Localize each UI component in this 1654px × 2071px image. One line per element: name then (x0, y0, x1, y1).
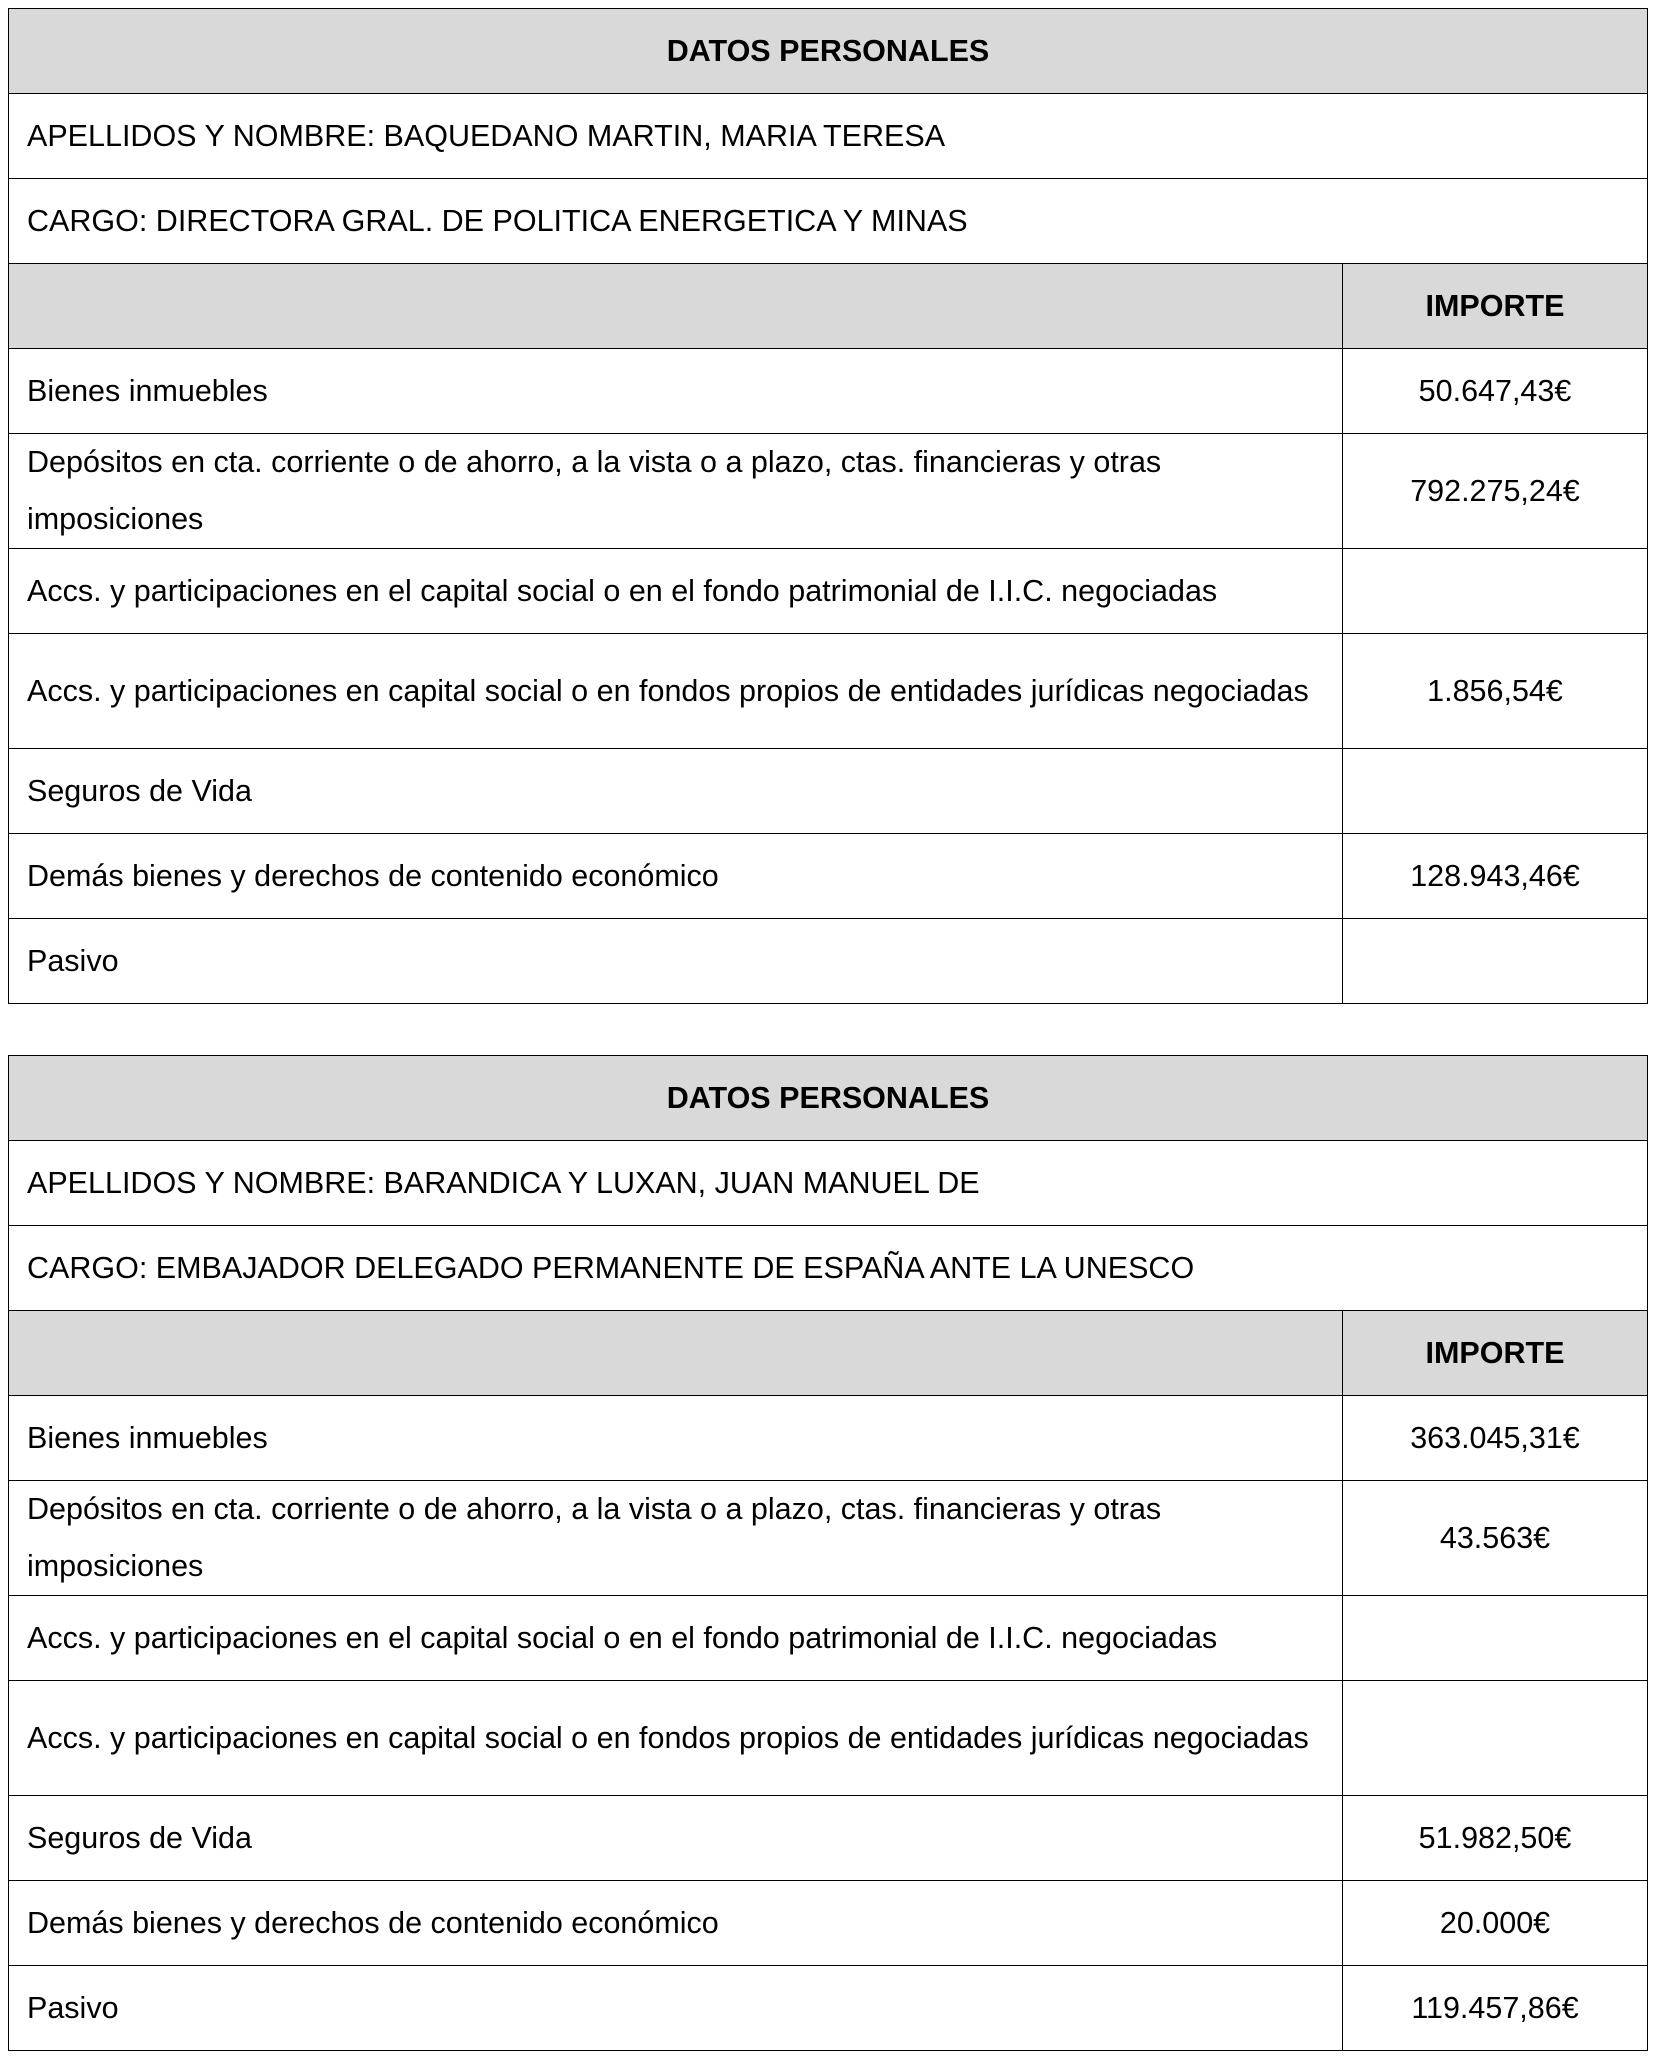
asset-label: Depósitos en cta. corriente o de ahorro, a la vista o a plazo, ctas. financieras y otras imposiciones (9, 1481, 1343, 1596)
declaration-table-2 (8, 1055, 1648, 2051)
table-row (9, 634, 1648, 749)
asset-label: Depósitos en cta. corriente o de ahorro, a la vista o a plazo, ctas. financieras y otras imposiciones (9, 434, 1343, 549)
section-title: DATOS PERSONALES (9, 1056, 1648, 1141)
asset-label: Bienes inmuebles (9, 349, 1343, 434)
asset-label: Accs. y participaciones en el capital social o en el fondo patrimonial de I.I.C. negociadas (9, 549, 1343, 634)
asset-amount (1343, 749, 1648, 834)
table-row (9, 1596, 1648, 1681)
asset-amount: 792.275,24€ (1343, 434, 1648, 549)
asset-label: Bienes inmuebles (9, 1396, 1343, 1481)
asset-amount (1343, 1596, 1648, 1681)
table-row (9, 919, 1648, 1004)
amount-column-header: IMPORTE (1343, 264, 1648, 349)
asset-amount: 128.943,46€ (1343, 834, 1648, 919)
asset-amount: 43.563€ (1343, 1481, 1648, 1596)
asset-label: Accs. y participaciones en capital social o en fondos propios de entidades jurídicas negociadas (9, 634, 1343, 749)
asset-amount (1343, 1681, 1648, 1796)
table-row (9, 834, 1648, 919)
table-row (9, 1966, 1648, 2051)
asset-amount: 119.457,86€ (1343, 1966, 1648, 2051)
asset-amount (1343, 549, 1648, 634)
table-row (9, 1796, 1648, 1881)
table-row (9, 549, 1648, 634)
asset-amount (1343, 919, 1648, 1004)
asset-amount: 363.045,31€ (1343, 1396, 1648, 1481)
table-row (9, 749, 1648, 834)
table-row (9, 349, 1648, 434)
asset-label: Demás bienes y derechos de contenido económico (9, 1881, 1343, 1966)
amount-column-header: IMPORTE (1343, 1311, 1648, 1396)
cargo-line: CARGO: DIRECTORA GRAL. DE POLITICA ENERGETICA Y MINAS (9, 179, 1648, 264)
asset-amount: 50.647,43€ (1343, 349, 1648, 434)
asset-label: Accs. y participaciones en capital social o en fondos propios de entidades jurídicas negociadas (9, 1681, 1343, 1796)
declaration-table-1 (8, 8, 1648, 1004)
asset-amount: 20.000€ (1343, 1881, 1648, 1966)
table-row (9, 434, 1648, 549)
asset-amount: 51.982,50€ (1343, 1796, 1648, 1881)
asset-label: Seguros de Vida (9, 749, 1343, 834)
cargo-line: CARGO: EMBAJADOR DELEGADO PERMANENTE DE ESPAÑA ANTE LA UNESCO (9, 1226, 1648, 1311)
asset-label: Pasivo (9, 919, 1343, 1004)
table-row (9, 1681, 1648, 1796)
table-row (9, 1396, 1648, 1481)
label-column-header (9, 264, 1343, 349)
section-title: DATOS PERSONALES (9, 9, 1648, 94)
name-line: APELLIDOS Y NOMBRE: BAQUEDANO MARTIN, MARIA TERESA (9, 94, 1648, 179)
label-column-header (9, 1311, 1343, 1396)
asset-label: Accs. y participaciones en el capital social o en el fondo patrimonial de I.I.C. negociadas (9, 1596, 1343, 1681)
asset-label: Seguros de Vida (9, 1796, 1343, 1881)
asset-label: Pasivo (9, 1966, 1343, 2051)
asset-label: Demás bienes y derechos de contenido económico (9, 834, 1343, 919)
table-row (9, 1881, 1648, 1966)
table-row (9, 1481, 1648, 1596)
asset-amount: 1.856,54€ (1343, 634, 1648, 749)
name-line: APELLIDOS Y NOMBRE: BARANDICA Y LUXAN, JUAN MANUEL DE (9, 1141, 1648, 1226)
